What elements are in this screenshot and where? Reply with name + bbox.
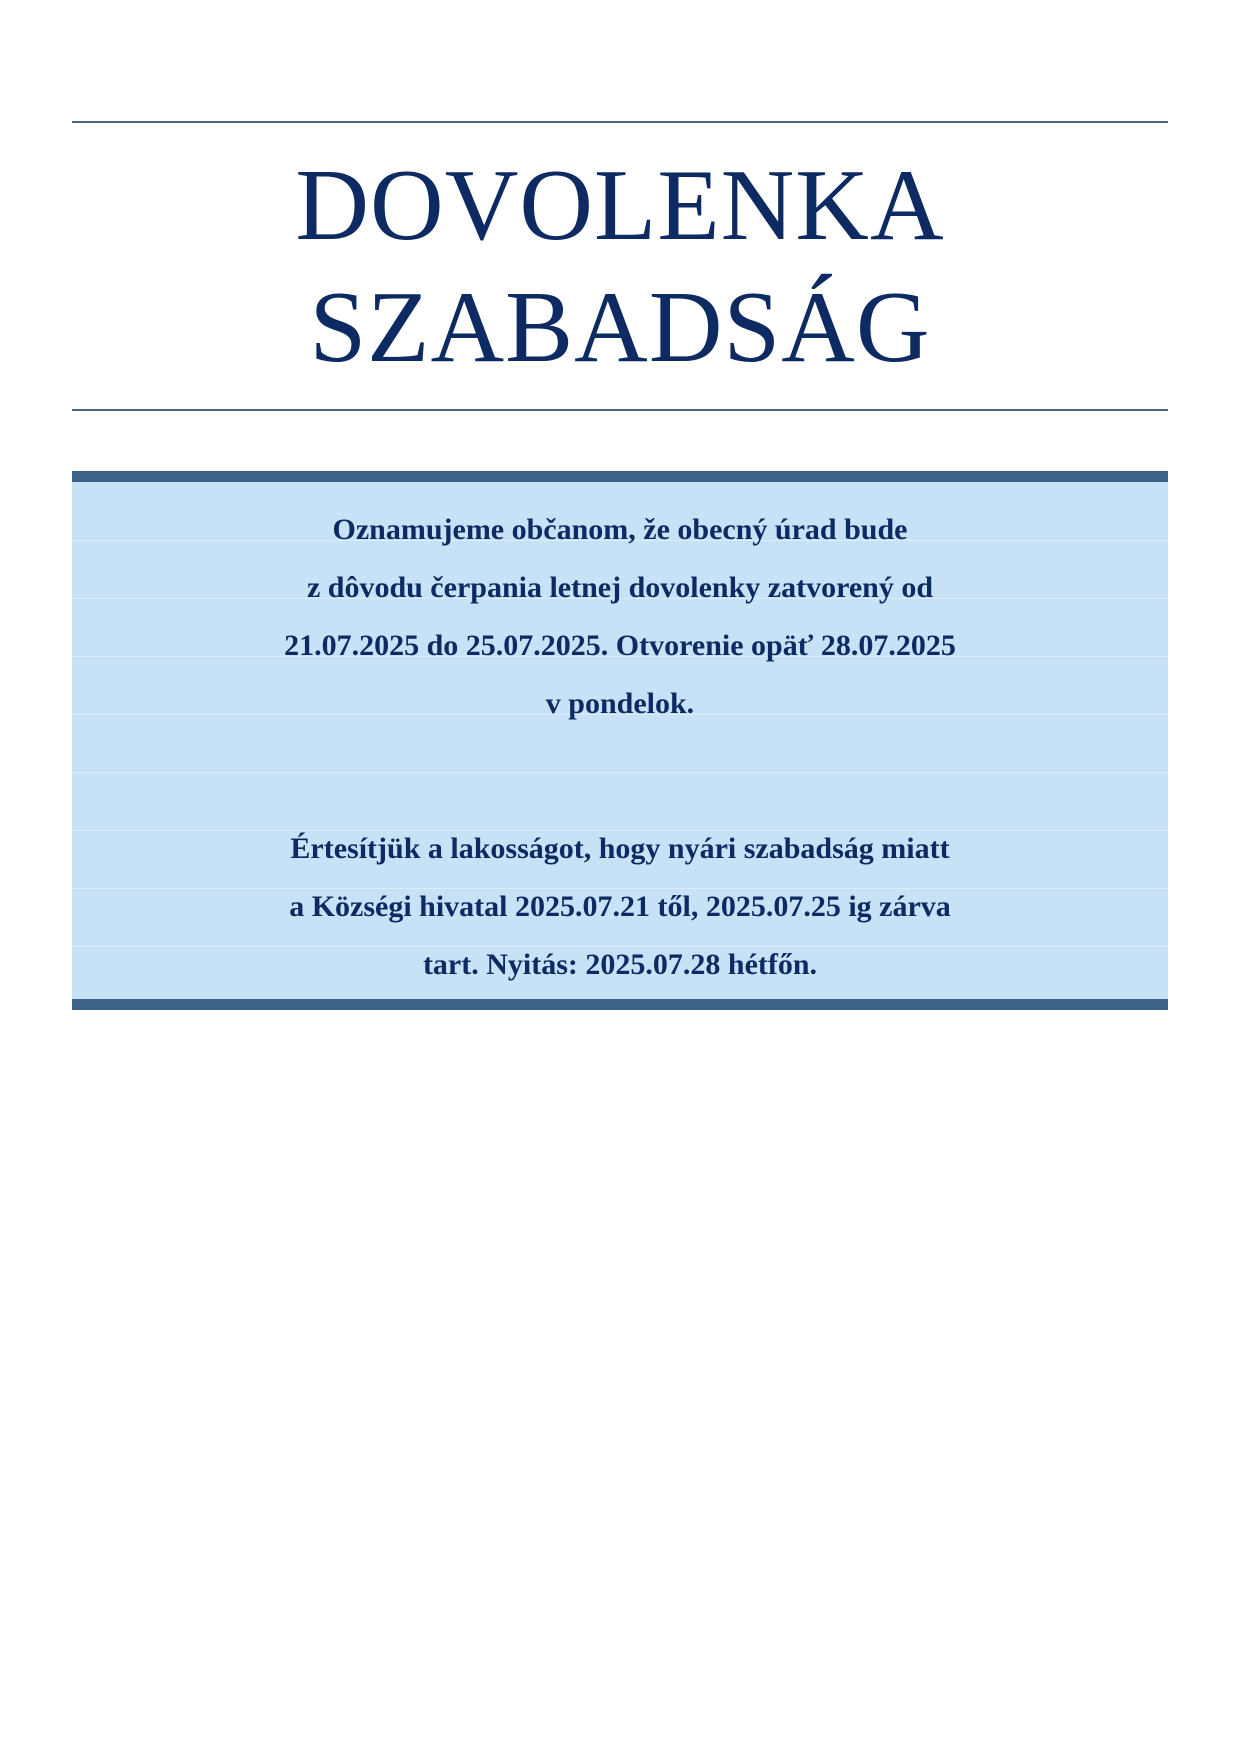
top-divider bbox=[72, 121, 1168, 123]
notice-slovak-line-2: z dôvodu čerpania letnej dovolenky zatvorený od bbox=[306, 571, 934, 604]
row-separator bbox=[72, 772, 1168, 773]
notice-hungarian-line-3: tart. Nyitás: 2025.07.28 hétfőn. bbox=[422, 948, 818, 981]
notice-box bbox=[72, 471, 1168, 1010]
notice-slovak-line-3: 21.07.2025 do 25.07.2025. Otvorenie opäť 28.07.2025 bbox=[284, 629, 956, 662]
title-slovak: DOVOLENKA bbox=[295, 149, 945, 262]
notice-hungarian-line-2: a Községi hivatal 2025.07.21 től, 2025.07.25 ig zárva bbox=[289, 890, 951, 923]
notice-slovak-line-4: v pondelok. bbox=[545, 687, 695, 720]
title-hungarian: SZABADSÁG bbox=[309, 271, 931, 384]
bottom-divider bbox=[72, 409, 1168, 411]
notice-slovak-line-1: Oznamujeme občanom, že obecný úrad bude bbox=[332, 513, 908, 546]
notice-hungarian-line-1: Értesítjük a lakosságot, hogy nyári szabadság miatt bbox=[290, 832, 950, 865]
